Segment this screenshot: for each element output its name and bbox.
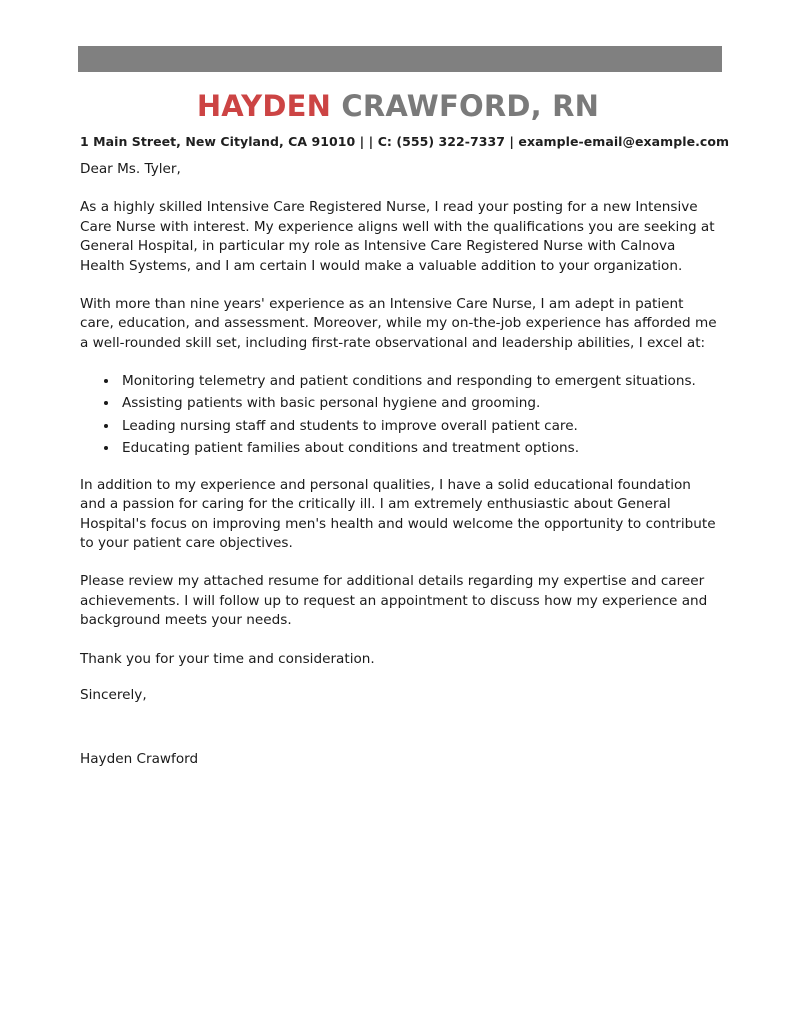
bullet-icon xyxy=(104,446,108,450)
bullet-icon xyxy=(104,379,108,383)
skill-text: Leading nursing staff and students to improve overall patient care. xyxy=(122,417,578,434)
signature-name: Hayden Crawford xyxy=(80,750,199,767)
closing-sign-off: Sincerely, xyxy=(80,687,147,704)
bullet-icon xyxy=(104,424,108,428)
paragraph-intro: As a highly skilled Intensive Care Registered Nurse, I read your posting for a new Intensive Care Nurse with interest. My experience aligns well with the qualifications you are seeking at General Hospital, in particular my role as Intensive Care Registered Nurse with Calnova Health Systems, and I am certain I would make a valuable addition to your organization. xyxy=(80,199,715,274)
applicant-name xyxy=(80,88,716,125)
applicant-first-name: HAYDEN xyxy=(196,89,332,123)
skill-text: Assisting patients with basic personal hygiene and grooming. xyxy=(122,395,541,412)
list-item xyxy=(80,394,718,412)
skill-text: Educating patient families about conditions and treatment options. xyxy=(122,439,580,456)
contact-info-line: 1 Main Street, New Cityland, CA 91010 | | C: (555) 322-7337 | example-email@example.com xyxy=(80,134,730,150)
letterhead xyxy=(80,88,730,150)
letter-body xyxy=(80,160,718,769)
paragraph-experience: With more than nine years' experience as an Intensive Care Nurse, I am adept in patient care, education, and assessment. Moreover, while my on-the-job experience has afforded me a well-rounded skill set, including first-rate observational and leadership abilities, I excel at: xyxy=(80,296,717,351)
paragraph-education: In addition to my experience and personal qualities, I have a solid educational foundation and a passion for caring for the critically ill. I am extremely enthusiastic about General Hospital's focus on improving men's health and would welcome the opportunity to contribute to your patient care objectives. xyxy=(80,476,716,551)
header-accent-bar xyxy=(78,46,722,72)
list-item xyxy=(80,372,718,390)
closing-thanks: Thank you for your time and consideration. xyxy=(80,650,375,667)
skills-list xyxy=(80,372,718,456)
paragraph-call-to-action: Please review my attached resume for additional details regarding my expertise and career achievements. I will follow up to request an appointment to discuss how my experience and background meets your needs. xyxy=(80,573,708,629)
applicant-last-name-credential: CRAWFORD, RN xyxy=(331,89,600,123)
salutation: Dear Ms. Tyler, xyxy=(80,161,181,177)
skill-text: Monitoring telemetry and patient conditions and responding to emergent situations. xyxy=(122,373,696,390)
bullet-icon xyxy=(104,401,108,405)
list-item xyxy=(80,439,718,457)
list-item xyxy=(80,417,718,435)
